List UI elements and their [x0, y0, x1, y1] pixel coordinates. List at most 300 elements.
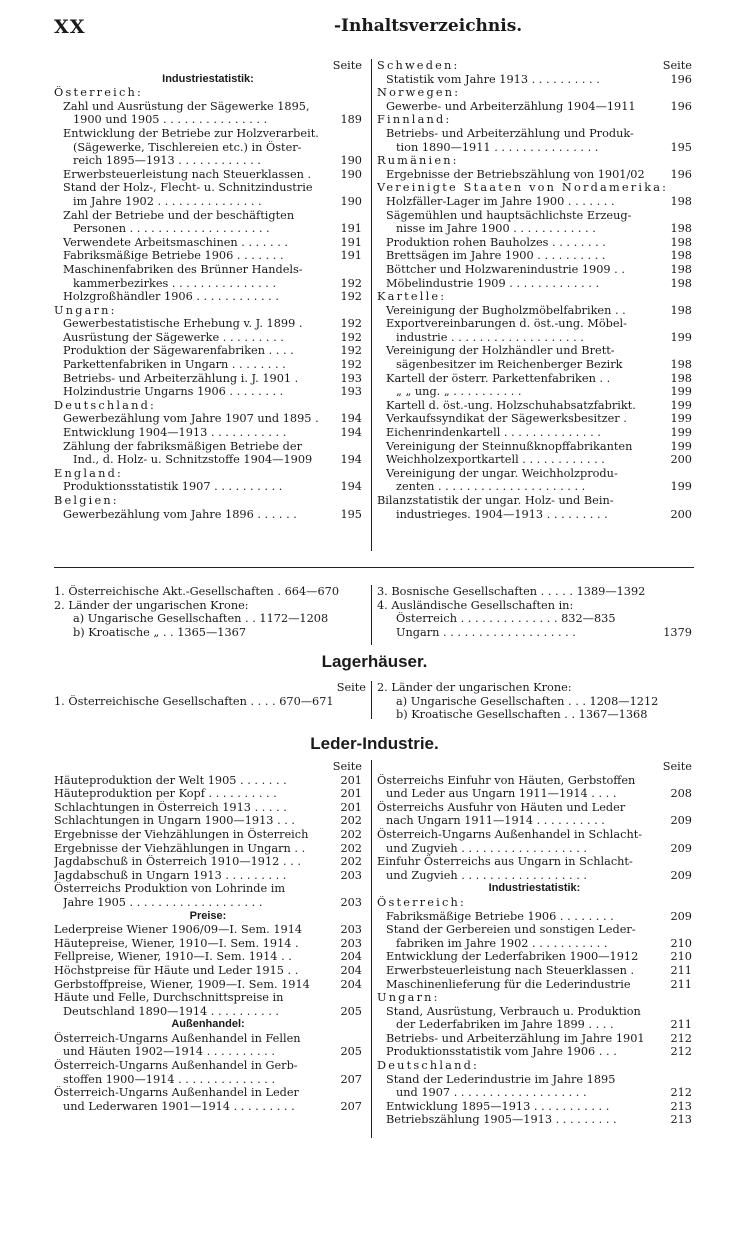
toc-entry — [377, 585, 692, 599]
toc-page-number: 190 — [340, 154, 362, 168]
toc-page-number: 209 — [670, 814, 692, 828]
toc-entry-title: und Häuten 1902—1914 . . . . . . . . . . — [63, 1045, 275, 1059]
toc-entry — [63, 508, 362, 522]
toc-entry-title: Gerbstoffpreise, Wiener, 1909—I. Sem. 1914 — [54, 977, 310, 991]
toc-entry — [63, 344, 362, 358]
toc-entry — [63, 317, 362, 331]
toc-entry-title: 2. Länder der ungarischen Krone: — [54, 598, 249, 612]
toc-page-number: 201 — [340, 773, 362, 787]
toc-entry — [54, 937, 362, 951]
country-heading — [377, 181, 692, 195]
seite-label: Seite — [332, 760, 362, 773]
toc-entry — [54, 599, 366, 613]
toc-entry — [63, 100, 362, 114]
toc-entry-title: Weichholzexportkartell . . . . . . . . . . . . — [386, 453, 605, 467]
toc-page-number: 191 — [340, 222, 362, 236]
toc-entry — [63, 372, 362, 386]
toc-page-number: 207 — [340, 1099, 362, 1113]
toc-page-number: 191 — [340, 249, 362, 263]
toc-page-number: 204 — [340, 977, 362, 991]
toc-entry-title: Kartell d. öst.-ung. Holzschuhabsatzfabrikt. — [386, 398, 636, 412]
subsection-heading: Industriestatistik: — [162, 72, 254, 85]
toc-page-number: 196 — [670, 167, 692, 181]
toc-entry — [386, 910, 692, 924]
toc-page-number: 212 — [670, 1045, 692, 1059]
toc-entry-title: Verkaufssyndikat der Sägewerksbesitzer . — [386, 412, 627, 426]
toc-entry-title: Stand der Lederindustrie im Jahre 1895 — [386, 1072, 616, 1086]
toc-entry-title: Gewerbezählung vom Jahre 1907 und 1895 . — [63, 412, 319, 426]
toc-entry — [396, 1018, 692, 1032]
toc-entry-title: Erwerbsteuerleistung nach Steuerklassen . — [386, 963, 635, 977]
toc-entry-title: Brettsägen im Jahre 1900 . . . . . . . . . . — [386, 249, 606, 263]
toc-entry — [63, 127, 362, 141]
toc-entry-title: Gewerbezählung vom Jahre 1896 . . . . . . — [63, 507, 297, 521]
toc-entry — [54, 814, 362, 828]
toc-page-number: 201 — [340, 800, 362, 814]
toc-page-number: 195 — [340, 507, 362, 521]
toc-page-number: 193 — [340, 385, 362, 399]
column-divider — [371, 585, 372, 645]
toc-page-number: 204 — [340, 963, 362, 977]
toc-entry — [386, 317, 692, 331]
toc-entry — [63, 440, 362, 454]
country-name: Österreich: — [54, 86, 143, 100]
toc-page-number: 204 — [340, 950, 362, 964]
toc-entry — [54, 923, 362, 937]
page-number: XX — [54, 16, 86, 38]
toc-page-number: 196 — [670, 99, 692, 113]
toc-entry-title: Entwicklung der Betriebe zur Holzverarbeit. — [63, 126, 319, 140]
toc-entry — [63, 168, 362, 182]
toc-entry — [396, 1086, 692, 1100]
country-name: Schweden: — [377, 59, 460, 72]
toc-entry-title: Zahl und Ausrüstung der Sägewerke 1895, — [63, 99, 310, 113]
column-divider — [371, 59, 372, 551]
toc-entry-title: Holzfäller-Lager im Jahre 1900 . . . . . . . — [386, 194, 615, 208]
toc-entry-title: Verwendete Arbeitsmaschinen . . . . . . . — [63, 235, 288, 249]
toc-page-number: 192 — [340, 330, 362, 344]
toc-entry-title: kammerbezirkes . . . . . . . . . . . . . . . — [73, 276, 277, 290]
toc-page-number: 202 — [340, 814, 362, 828]
toc-page-number: 210 — [670, 950, 692, 964]
toc-entry-title: Personen . . . . . . . . . . . . . . . . . . . . — [73, 222, 270, 236]
toc-entry — [386, 304, 692, 318]
leder-left-column — [54, 760, 362, 1113]
toc-entry — [63, 426, 362, 440]
toc-entry-title: Deutschland 1890—1914 . . . . . . . . . . — [63, 1004, 280, 1018]
section-heading-leder-industrie: Leder-Industrie. — [310, 734, 439, 753]
toc-entry — [63, 209, 362, 223]
toc-page-number: 199 — [670, 439, 692, 453]
toc-entry-title: Betriebs- und Arbeiterzählung und Produk- — [386, 126, 634, 140]
toc-entry — [386, 277, 692, 291]
toc-entry-title: Entwicklung 1904—1913 . . . . . . . . . . . — [63, 426, 287, 440]
toc-entry-title: Gewerbe- und Arbeiterzählung 1904—1911 — [386, 99, 636, 113]
toc-entry — [386, 127, 692, 141]
toc-entry — [54, 1032, 362, 1046]
toc-page-number: 203 — [340, 923, 362, 937]
toc-entry-title: Vereinigung der ungar. Weichholzprodu- — [386, 466, 618, 480]
toc-entry-title: 1900 und 1905 . . . . . . . . . . . . . . . — [73, 113, 268, 127]
toc-entry-title: reich 1895—1913 . . . . . . . . . . . . — [73, 154, 261, 168]
gesellschaften-left-column — [54, 585, 366, 639]
toc-entry — [54, 695, 366, 709]
column-divider — [371, 760, 372, 1138]
toc-entry — [63, 263, 362, 277]
toc-page-number: 198 — [670, 222, 692, 236]
toc-page-number: 1379 — [663, 625, 692, 639]
toc-entry — [386, 236, 692, 250]
toc-page-number: 198 — [670, 194, 692, 208]
toc-entry-title: 3. Bosnische Gesellschaften . . . . . 1389—1392 — [377, 585, 646, 598]
toc-page-number: 198 — [670, 358, 692, 372]
toc-entry-title: und Leder aus Ungarn 1911—1914 . . . . — [386, 787, 617, 801]
seite-label: Seite — [662, 760, 692, 773]
toc-entry — [396, 331, 692, 345]
toc-entry — [386, 73, 692, 87]
toc-page-number: 211 — [670, 963, 692, 977]
toc-entry — [386, 923, 692, 937]
toc-entry — [386, 1113, 692, 1127]
toc-entry-title: Maschinenlieferung für die Lederindustrie — [386, 977, 631, 991]
country-heading — [377, 1059, 692, 1073]
toc-page-number: 192 — [340, 317, 362, 331]
toc-entry — [396, 141, 692, 155]
seite-label: Seite — [332, 59, 362, 72]
toc-page-number: 205 — [340, 1004, 362, 1018]
toc-entry-title: Ergebnisse der Viehzählungen in Ungarn . . — [54, 841, 306, 855]
toc-entry-title: Produktionsstatistik vom Jahre 1906 . . . — [386, 1045, 617, 1059]
toc-entry-title: Böttcher und Holzwarenindustrie 1909 . . — [386, 262, 625, 276]
country-heading — [54, 494, 362, 508]
toc-entry — [63, 290, 362, 304]
toc-page-number: 203 — [340, 936, 362, 950]
toc-entry-title: Österreich . . . . . . . . . . . . . . 832—835 — [396, 612, 616, 626]
toc-entry-title: Österreichs Ausfuhr von Häuten und Leder — [377, 800, 626, 814]
toc-entry — [63, 896, 362, 910]
toc-page-number: 205 — [340, 1045, 362, 1059]
toc-page-number: 190 — [340, 167, 362, 181]
toc-page-number: 199 — [670, 426, 692, 440]
toc-entry — [54, 585, 366, 599]
toc-entry-title: Österreich-Ungarns Außenhandel in Leder — [54, 1086, 299, 1100]
toc-entry — [396, 695, 692, 709]
toc-entry-title: Möbelindustrie 1909 . . . . . . . . . . . . . — [386, 276, 600, 290]
toc-entry — [386, 869, 692, 883]
toc-page-number: 207 — [340, 1072, 362, 1086]
toc-entry-title: Fabriksmäßige Betriebe 1906 . . . . . . . . — [386, 909, 614, 923]
toc-entry — [396, 385, 692, 399]
toc-page-number: 202 — [340, 841, 362, 855]
toc-entry-title: Exportvereinbarungen d. öst.-ung. Möbel- — [386, 317, 627, 331]
toc-entry-title: und 1907 . . . . . . . . . . . . . . . . . . . — [396, 1086, 587, 1100]
toc-entry-title: Jagdabschuß in Österreich 1910—1912 . . . — [54, 855, 301, 869]
toc-entry — [396, 626, 692, 640]
toc-entry — [386, 964, 692, 978]
toc-entry-title: im Jahre 1902 . . . . . . . . . . . . . . . — [73, 194, 262, 208]
toc-page-number: 209 — [670, 909, 692, 923]
toc-entry — [73, 612, 366, 626]
toc-entry-title: 1. Österreichische Akt.-Gesellschaften . 664—670 — [54, 585, 340, 598]
toc-page-number: 202 — [340, 827, 362, 841]
holz-statistics-left-column — [54, 59, 362, 521]
toc-page-number: 201 — [340, 787, 362, 801]
toc-entry — [54, 1086, 362, 1100]
toc-page-number: 203 — [340, 868, 362, 882]
toc-page-number: 192 — [340, 358, 362, 372]
toc-page-number: 194 — [340, 426, 362, 440]
toc-entry-title: Parkettenfabriken in Ungarn . . . . . . . . — [63, 358, 286, 372]
toc-entry — [54, 855, 362, 869]
country-heading — [54, 304, 362, 318]
toc-entry-title: b) Kroatische Gesellschaften . . 1367—1368 — [396, 708, 648, 722]
toc-entry-title: der Lederfabriken im Jahre 1899 . . . . — [396, 1018, 614, 1032]
toc-entry — [54, 828, 362, 842]
toc-entry-title: sägenbesitzer im Reichenberger Bezirk — [396, 358, 623, 372]
toc-entry-title: Betriebs- und Arbeiterzählung im Jahre 1901 — [386, 1031, 645, 1045]
toc-page-number: 199 — [670, 385, 692, 399]
toc-entry — [386, 787, 692, 801]
toc-entry-title: b) Kroatische „ . . 1365—1367 — [73, 625, 247, 639]
toc-entry-title: Produktion der Sägewarenfabriken . . . . — [63, 344, 294, 358]
country-name: England: — [54, 466, 124, 480]
toc-entry-title: Österreichs Produktion von Lohrinde im — [54, 882, 286, 896]
toc-entry-title: Erwerbsteuerleistung nach Steuerklassen . — [63, 167, 312, 181]
toc-page-number: 198 — [670, 371, 692, 385]
toc-page-number: 200 — [670, 453, 692, 467]
lagerhaeuser-left-column — [54, 681, 366, 708]
country-name: Österreich: — [377, 895, 466, 909]
page-header — [54, 16, 694, 42]
section-heading-lagerhaeuser: Lagerhäuser. — [321, 652, 428, 671]
toc-page-number: 192 — [340, 344, 362, 358]
toc-page-number: 189 — [340, 113, 362, 127]
toc-page-number: 208 — [670, 787, 692, 801]
toc-entry-title: Zahl der Betriebe und der beschäftigten — [63, 208, 295, 222]
toc-entry — [377, 599, 692, 613]
gesellschaften-right-column — [377, 585, 692, 639]
toc-entry-title: a) Ungarische Gesellschaften . . 1172—1208 — [73, 612, 329, 626]
toc-entry — [386, 100, 692, 114]
country-name: Belgien: — [54, 494, 119, 507]
toc-entry-title: a) Ungarische Gesellschaften . . . 1208—1212 — [396, 694, 659, 708]
toc-entry — [63, 1005, 362, 1019]
toc-entry — [386, 1005, 692, 1019]
toc-entry — [386, 372, 692, 386]
country-heading — [377, 59, 692, 73]
toc-entry — [63, 358, 362, 372]
toc-entry — [63, 480, 362, 494]
toc-entry — [386, 1045, 692, 1059]
country-name: Rumänien: — [377, 154, 459, 168]
toc-page-number: 195 — [670, 140, 692, 154]
toc-entry — [63, 249, 362, 263]
toc-page-number: 200 — [670, 507, 692, 521]
toc-entry-title: Vereinigung der Holzhändler und Brett- — [386, 344, 615, 358]
toc-entry — [54, 801, 362, 815]
toc-entry-title: Betriebszählung 1905—1913 . . . . . . . . . — [386, 1113, 617, 1127]
toc-entry-title: und Zugvieh . . . . . . . . . . . . . . . . . . — [386, 841, 587, 855]
country-heading — [377, 86, 692, 100]
country-heading — [54, 399, 362, 413]
toc-entry — [386, 1073, 692, 1087]
toc-page-number: 194 — [340, 453, 362, 467]
country-name: Ungarn: — [54, 303, 117, 317]
toc-entry — [63, 412, 362, 426]
country-name: Deutschland: — [54, 398, 157, 412]
toc-page-number: 194 — [340, 480, 362, 494]
toc-entry — [386, 440, 692, 454]
toc-entry-title: Ungarn . . . . . . . . . . . . . . . . . . . — [396, 625, 576, 639]
country-heading — [54, 467, 362, 481]
toc-entry — [396, 480, 692, 494]
toc-entry — [396, 358, 692, 372]
toc-page-number: 199 — [670, 480, 692, 494]
toc-entry-title: (Sägewerke, Tischlereien etc.) in Öster- — [73, 140, 302, 154]
toc-entry — [54, 978, 362, 992]
toc-entry-title: Fellpreise, Wiener, 1910—I. Sem. 1914 . . — [54, 950, 292, 964]
toc-entry — [386, 453, 692, 467]
toc-page-number: 198 — [670, 249, 692, 263]
toc-entry-title: nisse im Jahre 1900 . . . . . . . . . . . . — [396, 222, 596, 236]
toc-entry-title: „ „ ung. „ . . . . . . . . . . — [396, 385, 522, 399]
toc-entry-title: 2. Länder der ungarischen Krone: — [377, 681, 572, 694]
toc-entry-title: Lederpreise Wiener 1906/09—I. Sem. 1914 — [54, 923, 303, 937]
toc-entry — [386, 978, 692, 992]
toc-entry — [386, 399, 692, 413]
toc-page-number: 192 — [340, 276, 362, 290]
toc-page-number: 213 — [670, 1099, 692, 1113]
toc-entry — [54, 950, 362, 964]
toc-page-number: 211 — [670, 1018, 692, 1032]
toc-entry — [54, 991, 362, 1005]
subsection-heading: Außenhandel: — [171, 1018, 245, 1031]
toc-page-number: 192 — [340, 290, 362, 304]
toc-entry — [73, 141, 362, 155]
section-rule — [54, 567, 694, 568]
toc-entry — [396, 612, 692, 626]
toc-entry-title: Jagdabschuß in Ungarn 1913 . . . . . . . . . — [54, 868, 287, 882]
toc-entry-title: Höchstpreise für Häute und Leder 1915 . . — [54, 963, 299, 977]
toc-entry — [63, 1100, 362, 1114]
toc-entry — [377, 828, 692, 842]
country-heading — [377, 154, 692, 168]
toc-entry-title: Fabriksmäßige Betriebe 1906 . . . . . . . — [63, 249, 284, 263]
toc-entry — [63, 331, 362, 345]
toc-entry-title: Ausrüstung der Sägewerke . . . . . . . . . — [63, 330, 284, 344]
toc-entry — [73, 222, 362, 236]
toc-page-number: 209 — [670, 868, 692, 882]
leder-right-column — [377, 760, 692, 1127]
toc-entry — [63, 181, 362, 195]
toc-entry — [54, 1059, 362, 1073]
toc-entry-title: Österreich-Ungarns Außenhandel in Fellen — [54, 1031, 301, 1045]
toc-entry-title: Bilanzstatistik der ungar. Holz- und Bein- — [377, 494, 614, 507]
toc-entry-title: Statistik vom Jahre 1913 . . . . . . . . . . — [386, 72, 600, 86]
toc-entry — [63, 1073, 362, 1087]
toc-entry — [377, 681, 692, 695]
toc-entry — [63, 236, 362, 250]
toc-entry-title: Eichenrindenkartell . . . . . . . . . . . . . . — [386, 426, 601, 440]
toc-entry — [386, 412, 692, 426]
toc-entry — [386, 467, 692, 481]
toc-page-number: 198 — [670, 235, 692, 249]
toc-entry — [54, 882, 362, 896]
toc-entry-title: zenten . . . . . . . . . . . . . . . . . . . . . — [396, 480, 586, 494]
toc-entry-title: Österreich-Ungarns Außenhandel in Gerb- — [54, 1059, 298, 1073]
seite-label: Seite — [662, 59, 692, 72]
toc-entry-title: Häute und Felle, Durchschnittspreise in — [54, 991, 284, 1005]
toc-entry-title: Häuteproduktion per Kopf . . . . . . . . . . — [54, 787, 277, 801]
toc-entry-title: Maschinenfabriken des Brünner Handels- — [63, 262, 303, 276]
toc-entry — [396, 937, 692, 951]
toc-entry-title: Kartell der österr. Parkettenfabriken . . — [386, 371, 611, 385]
toc-entry-title: Entwicklung 1895—1913 . . . . . . . . . . . — [386, 1099, 610, 1113]
toc-page-number: 212 — [670, 1086, 692, 1100]
toc-page-number: 209 — [670, 841, 692, 855]
toc-entry-title: tion 1890—1911 . . . . . . . . . . . . . . . — [396, 140, 599, 154]
toc-entry — [386, 426, 692, 440]
toc-page-number: 193 — [340, 371, 362, 385]
toc-entry — [396, 222, 692, 236]
country-name: Norwegen: — [377, 86, 461, 100]
toc-entry-title: fabriken im Jahre 1902 . . . . . . . . . . . — [396, 936, 608, 950]
toc-entry — [377, 855, 692, 869]
toc-entry-title: 4. Ausländische Gesellschaften in: — [377, 598, 574, 612]
toc-entry — [54, 964, 362, 978]
country-heading — [377, 113, 692, 127]
toc-page-number: 196 — [670, 72, 692, 86]
toc-entry — [54, 774, 362, 788]
toc-entry-title: Österreich-Ungarns Außenhandel in Schlacht- — [377, 827, 643, 841]
toc-page-number: 199 — [670, 412, 692, 426]
toc-entry-title: industrie . . . . . . . . . . . . . . . . . . . — [396, 330, 584, 344]
toc-entry — [73, 113, 362, 127]
toc-page-number: 191 — [340, 235, 362, 249]
toc-entry — [386, 168, 692, 182]
toc-entry — [396, 508, 692, 522]
country-name: Ungarn: — [377, 991, 440, 1005]
toc-page-number: 190 — [340, 194, 362, 208]
toc-entry-title: Gewerbestatistische Erhebung v. J. 1899 . — [63, 317, 303, 331]
toc-entry-title: Holzindustrie Ungarns 1906 . . . . . . . . — [63, 385, 284, 399]
toc-entry — [54, 869, 362, 883]
toc-entry — [54, 842, 362, 856]
seite-label: Seite — [336, 681, 366, 694]
toc-entry-title: und Zugvieh . . . . . . . . . . . . . . . . . . — [386, 868, 587, 882]
toc-entry — [396, 708, 692, 722]
toc-entry — [73, 453, 362, 467]
toc-page-number: 202 — [340, 855, 362, 869]
country-name: Kartelle: — [377, 290, 447, 304]
toc-entry — [63, 385, 362, 399]
toc-entry-title: Stand der Gerbereien und sonstigen Leder- — [386, 923, 636, 937]
country-heading — [377, 290, 692, 304]
toc-entry-title: industrieges. 1904—1913 . . . . . . . . . — [396, 507, 608, 521]
toc-entry-title: Zählung der fabriksmäßigen Betriebe der — [63, 439, 302, 453]
toc-page-number: 198 — [670, 262, 692, 276]
toc-entry-title: und Lederwaren 1901—1914 . . . . . . . . . — [63, 1099, 295, 1113]
country-name: Deutschland: — [377, 1059, 480, 1073]
toc-page-number: 211 — [670, 977, 692, 991]
toc-entry — [386, 814, 692, 828]
toc-entry — [54, 787, 362, 801]
toc-entry — [377, 801, 692, 815]
toc-entry-title: Stand, Ausrüstung, Verbrauch u. Produktion — [386, 1004, 641, 1018]
toc-entry-title: Vereinigung der Bugholzmöbelfabriken . . — [386, 303, 626, 317]
toc-entry-title: Stand der Holz-, Flecht- u. Schnitzindustrie — [63, 181, 313, 195]
toc-entry-title: stoffen 1900—1914 . . . . . . . . . . . . . . — [63, 1072, 276, 1086]
